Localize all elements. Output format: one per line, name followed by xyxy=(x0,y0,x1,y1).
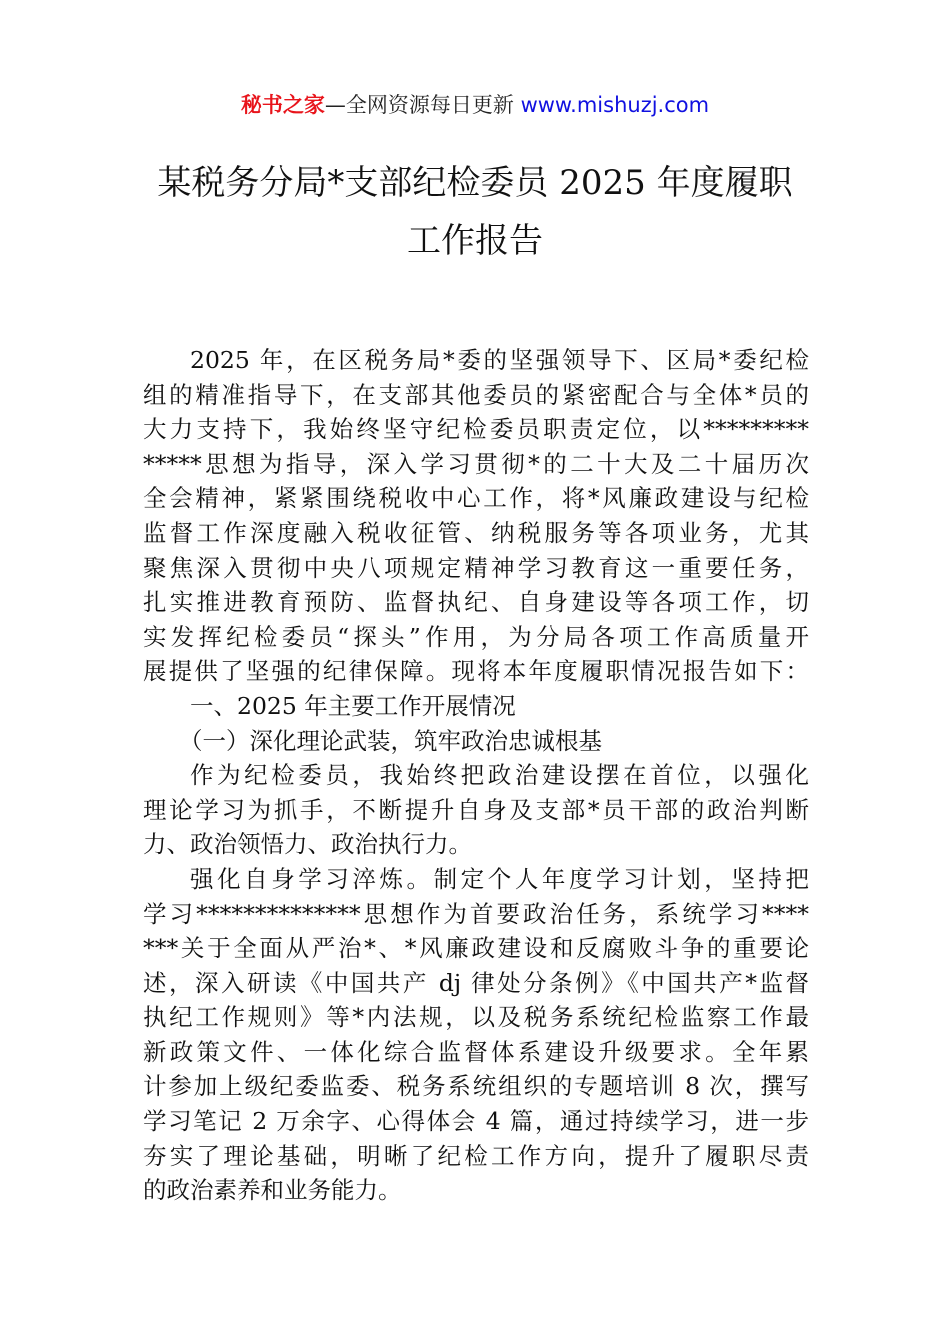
document-body xyxy=(143,343,809,1208)
paragraph-line: 学习**************思想作为首要政治任务，系统学习**** xyxy=(143,899,809,928)
paragraph-line: 学习笔记 2 万余字、心得体会 4 篇，通过持续学习，进一步 xyxy=(143,1107,809,1136)
heading-line: （一）深化理论武装，筑牢政治忠诚根基 xyxy=(179,726,602,755)
paragraph-line: 理论学习为抓手，不断提升自身及支部*员干部的政治判断 xyxy=(143,795,809,824)
paragraph-line: 实发挥纪检委员“探头”作用，为分局各项工作高质量开 xyxy=(143,622,809,651)
paragraph-line: 聚焦深入贯彻中央八项规定精神学习教育这一重要任务， xyxy=(143,553,809,582)
subsection-heading xyxy=(143,724,809,759)
heading-line: 一、2025 年主要工作开展情况 xyxy=(190,691,516,720)
paragraph-intro xyxy=(143,343,809,689)
paragraph-line: 组的精准指导下，在支部其他委员的紧密配合与全体*员的 xyxy=(143,380,809,409)
paragraph-line: 大力支持下，我始终坚守纪检委员职责定位，以********* xyxy=(143,415,809,444)
paragraph-line: 全会精神，紧紧围绕税收中心工作，将*风廉政建设与纪检 xyxy=(143,484,809,513)
section-heading xyxy=(143,689,809,724)
paragraph-line: 执纪工作规则》等*内法规，以及税务系统纪检监察工作最 xyxy=(143,1003,809,1032)
paragraph-line: 2025 年，在区税务局*委的坚强领导下、区局*委纪检 xyxy=(190,346,809,374)
paragraph-line: 计参加上级纪委监委、税务系统组织的专题培训 8 次，撰写 xyxy=(143,1072,809,1101)
paragraph-line: 新政策文件、一体化综合监督体系建设升级要求。全年累 xyxy=(143,1037,809,1066)
title-line-1: 某税务分局*支部纪检委员 2025 年度履职 xyxy=(157,163,793,203)
brand-name: 秘书之家 xyxy=(240,93,325,117)
paragraph-line: 力、政治领悟力、政治执行力。 xyxy=(143,830,472,859)
paragraph-line: 监督工作深度融入税收征管、纳税服务等各项业务，尤其 xyxy=(143,518,809,547)
paragraph-line: 展提供了坚强的纪律保障。现将本年度履职情况报告如下： xyxy=(143,657,809,686)
paragraph-line: 的政治素养和业务能力。 xyxy=(143,1176,402,1205)
paragraph-line: ***关于全面从严治*、*风廉政建设和反腐败斗争的重要论 xyxy=(143,934,809,963)
header-tagline: —全网资源每日更新 xyxy=(324,93,521,117)
paragraph-line: 作为纪检委员，我始终把政治建设摆在首位，以强化 xyxy=(190,761,809,790)
paragraph-self-study xyxy=(143,862,809,1208)
site-header-banner xyxy=(0,88,950,122)
paragraph-line: 扎实推进教育预防、监督执纪、自身建设等各项工作，切 xyxy=(143,588,809,617)
document-title xyxy=(0,154,950,270)
paragraph-line: 述，深入研读《中国共产 dj 律处分条例》《中国共产*监督 xyxy=(143,968,809,997)
paragraph-line: 强化自身学习淬炼。制定个人年度学习计划，坚持把 xyxy=(190,864,809,893)
paragraph-line: 夯实了理论基础，明晰了纪检工作方向，提升了履职尽责 xyxy=(143,1141,809,1170)
paragraph-line: *****思想为指导，深入学习贯彻*的二十大及二十届历次 xyxy=(143,449,809,478)
title-line-2: 工作报告 xyxy=(407,221,543,261)
paragraph-political xyxy=(143,758,809,862)
site-url-link[interactable]: www.mishuzj.com xyxy=(520,93,710,117)
